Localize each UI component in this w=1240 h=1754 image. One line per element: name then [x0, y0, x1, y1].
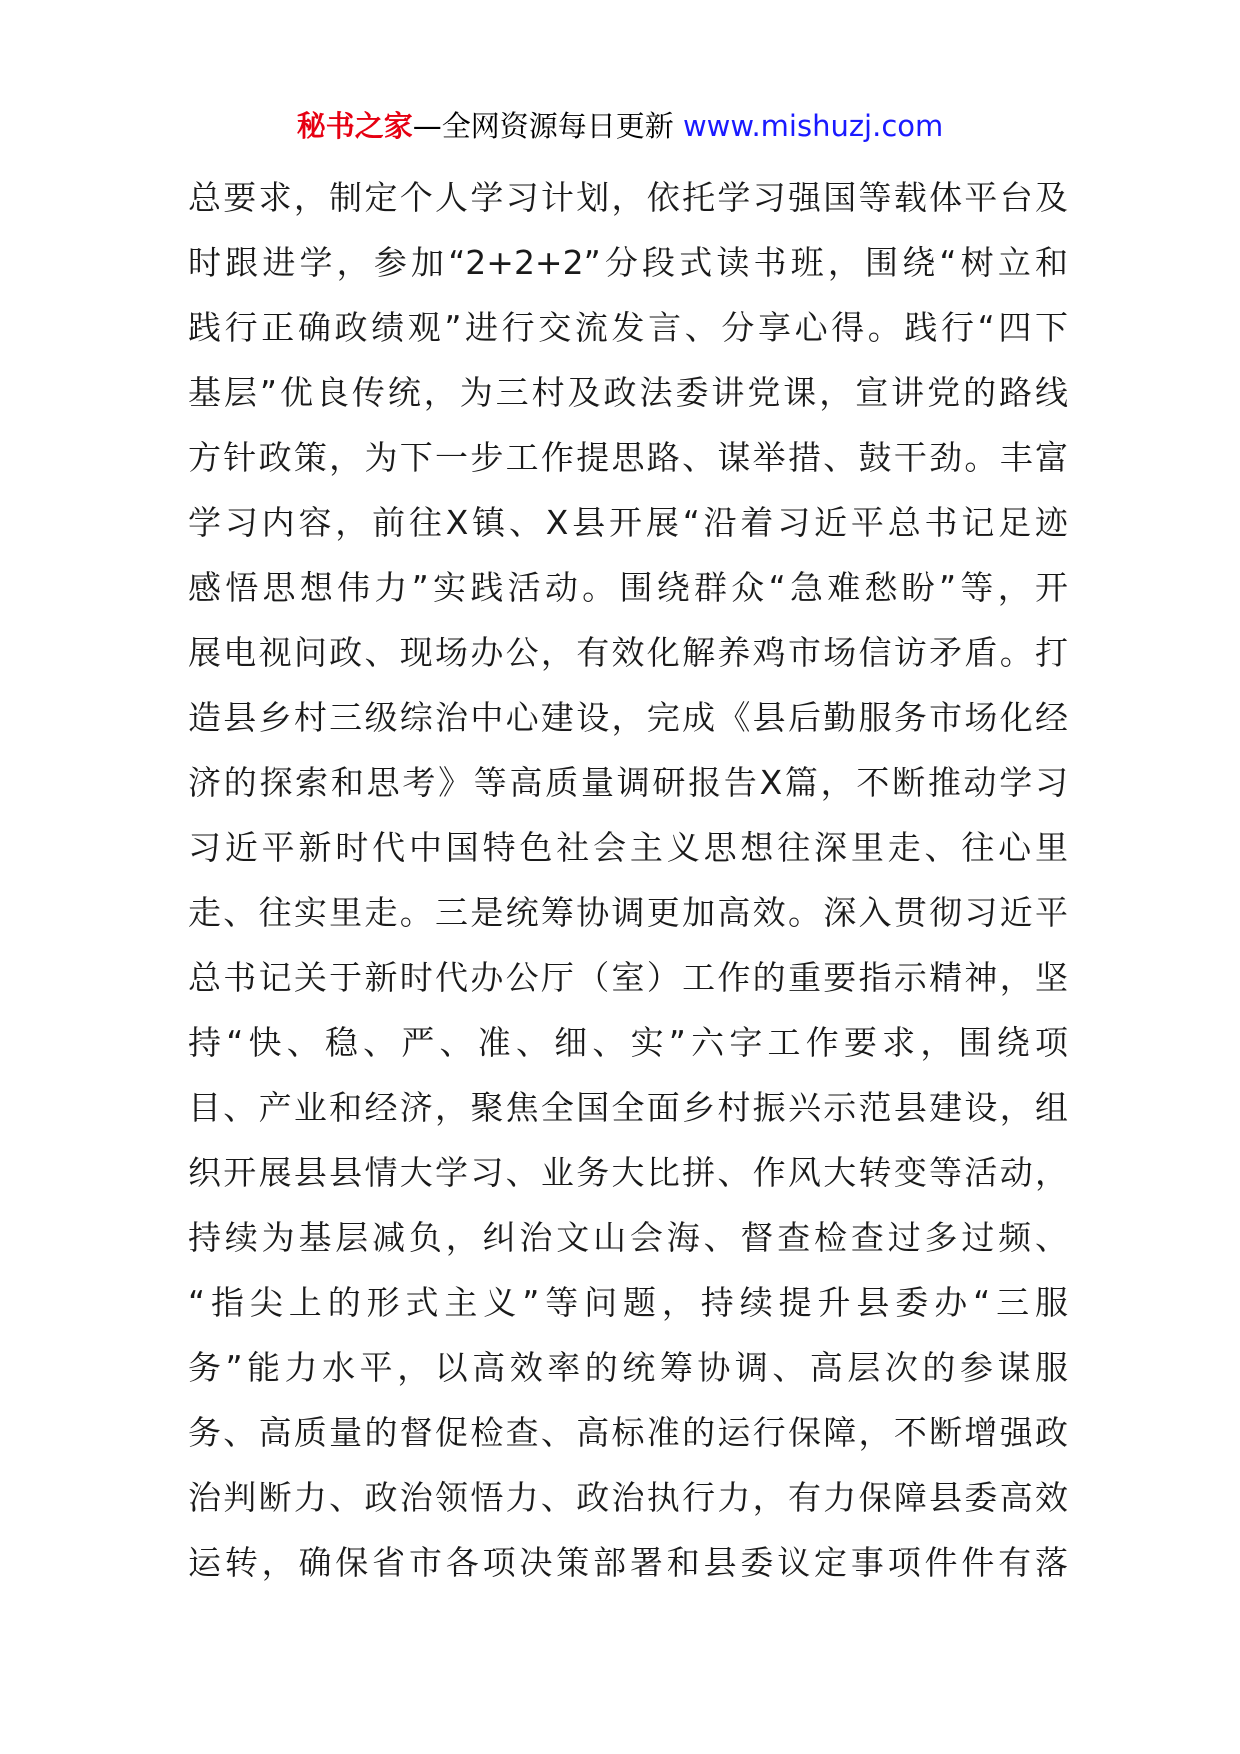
- header-url-link[interactable]: www.mishuzj.com: [682, 109, 944, 143]
- text-line: 持续为基层减负，纠治文山会海、督查检查过多过频、: [188, 1218, 1068, 1257]
- text-line: “指尖上的形式主义”等问题，持续提升县委办“三服: [188, 1283, 1068, 1322]
- header-slogan: —全网资源每日更新: [412, 109, 683, 143]
- text-line: 持“快、稳、严、准、细、实”六字工作要求，围绕项: [188, 1023, 1068, 1062]
- text-line: 总要求，制定个人学习计划，依托学习强国等载体平台及: [188, 178, 1068, 217]
- text-line: 感悟思想伟力”实践活动。围绕群众“急难愁盼”等，开: [188, 568, 1068, 607]
- text-line: 织开展县县情大学习、业务大比拼、作风大转变等活动，: [188, 1153, 1068, 1192]
- text-line: 务、高质量的督促检查、高标准的运行保障，不断增强政: [188, 1413, 1068, 1452]
- text-line: 展电视问政、现场办公，有效化解养鸡市场信访矛盾。打: [188, 633, 1068, 672]
- text-line: 目、产业和经济，聚焦全国全面乡村振兴示范县建设，组: [188, 1088, 1068, 1127]
- text-line: 学习内容，前往X镇、X县开展“沿着习近平总书记足迹: [188, 503, 1068, 542]
- text-line: 治判断力、政治领悟力、政治执行力，有力保障县委高效: [188, 1478, 1068, 1517]
- header-brand: 秘书之家: [296, 109, 413, 143]
- text-line: 践行正确政绩观”进行交流发言、分享心得。践行“四下: [188, 308, 1068, 347]
- text-line: 造县乡村三级综治中心建设，完成《县后勤服务市场化经: [188, 698, 1068, 737]
- text-line: 走、往实里走。三是统筹协调更加高效。深入贯彻习近平: [188, 893, 1068, 932]
- body-paragraph: [188, 165, 1068, 1595]
- text-line: 济的探索和思考》等高质量调研报告X篇，不断推动学习: [188, 763, 1068, 802]
- text-line: 时跟进学，参加“2+2+2”分段式读书班，围绕“树立和: [188, 243, 1068, 282]
- text-line: 总书记关于新时代办公厅（室）工作的重要指示精神，坚: [188, 958, 1068, 997]
- page-header: [0, 104, 1240, 148]
- text-line: 基层”优良传统，为三村及政法委讲党课，宣讲党的路线: [188, 373, 1068, 412]
- text-line: 方针政策，为下一步工作提思路、谋举措、鼓干劲。丰富: [188, 438, 1068, 477]
- text-line: 习近平新时代中国特色社会主义思想往深里走、往心里: [188, 828, 1068, 867]
- text-line: 运转，确保省市各项决策部署和县委议定事项件件有落: [188, 1543, 1068, 1582]
- text-line: 务”能力水平，以高效率的统筹协调、高层次的参谋服: [188, 1348, 1068, 1387]
